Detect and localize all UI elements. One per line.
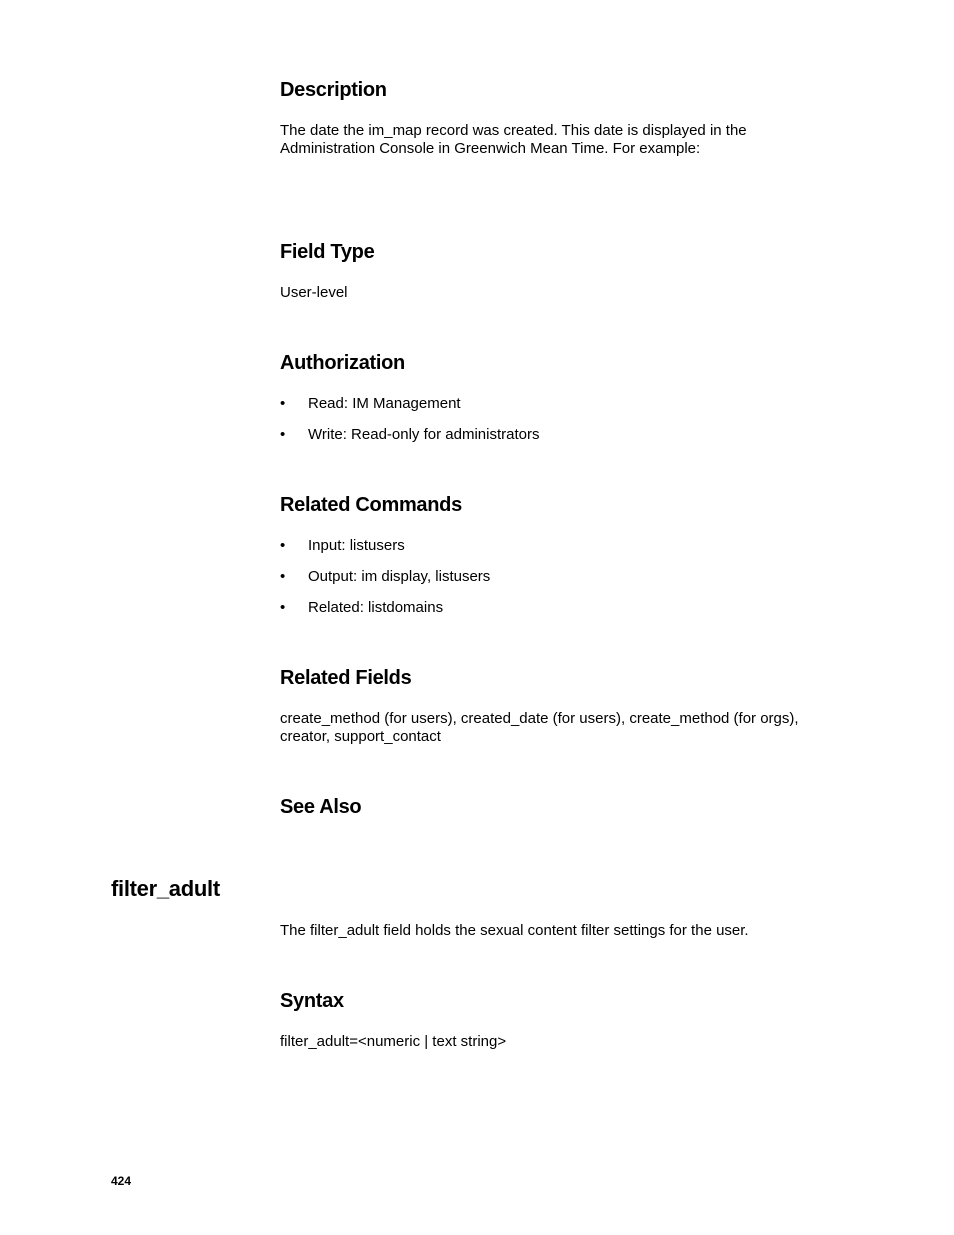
authorization-item-text: Write: Read-only for administrators xyxy=(308,426,540,443)
syntax-heading: Syntax xyxy=(280,990,344,1012)
bullet-icon: • xyxy=(280,537,286,554)
description-text: The date the im_map record was created. This date is displayed in the Administration Console in Greenwich Mean Time. For example: xyxy=(280,122,747,157)
authorization-heading: Authorization xyxy=(280,352,405,374)
related-fields-text: create_method (for users), created_date (for users), create_method (for orgs), creator, support_contact xyxy=(280,710,799,745)
bullet-icon: • xyxy=(280,426,286,443)
related-command-text: Input: listusers xyxy=(308,537,405,554)
bullet-icon: • xyxy=(280,395,286,412)
bullet-icon: • xyxy=(280,599,286,616)
authorization-item-text: Read: IM Management xyxy=(308,395,461,412)
description-heading: Description xyxy=(280,79,387,101)
field-type-text: User-level xyxy=(280,284,348,301)
see-also-heading: See Also xyxy=(280,796,362,818)
filter-adult-heading: filter_adult xyxy=(111,876,220,901)
related-fields-heading: Related Fields xyxy=(280,667,412,689)
filter-adult-text: The filter_adult field holds the sexual content filter settings for the user. xyxy=(280,922,749,939)
related-command-text: Output: im display, listusers xyxy=(308,568,491,585)
page-number: 424 xyxy=(111,1174,132,1188)
related-command-text: Related: listdomains xyxy=(308,599,444,616)
bullet-icon: • xyxy=(280,568,286,585)
field-type-heading: Field Type xyxy=(280,241,375,263)
related-commands-heading: Related Commands xyxy=(280,494,462,516)
syntax-text: filter_adult=<numeric | text string> xyxy=(280,1033,507,1050)
